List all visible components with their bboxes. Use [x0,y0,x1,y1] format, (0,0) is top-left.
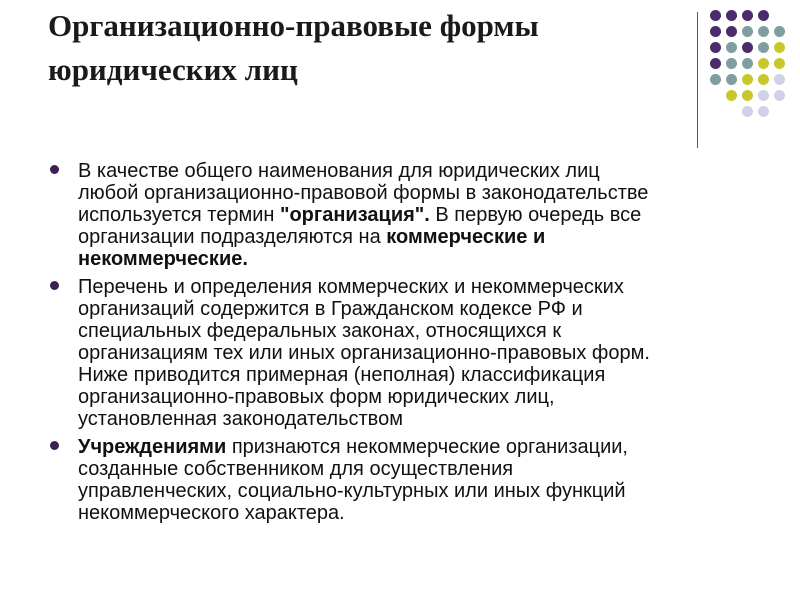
dot [758,74,769,85]
dot [726,26,737,37]
dot [758,42,769,53]
text-line: Перечень и определения коммерческих и некоммерческих [78,276,624,298]
bullet-item [48,160,748,270]
bullet-list [48,160,748,530]
text-line [78,226,748,248]
dot [774,90,785,101]
dot [726,42,737,53]
text-line: некоммерческого характера. [78,502,345,524]
dot [742,42,753,53]
title-line-1: Организационно-правовые формы [48,8,539,43]
bullet-item [48,436,748,524]
decorative-dot-grid [708,10,778,130]
dot [710,42,721,53]
dot [774,58,785,69]
bullet-marker [50,281,59,290]
dot [710,58,721,69]
dot [758,106,769,117]
slide-title [48,0,668,92]
dot [742,90,753,101]
text-line: любой организационно-правовой формы в законодательстве [78,182,649,204]
text-line: управленческих, социально-культурных или иных функций [78,480,626,502]
dot [758,26,769,37]
bold-term: коммерческие и [386,226,546,248]
dot [710,26,721,37]
text-run: используется термин [78,204,280,226]
text-line: В качестве общего наименования для юридических лиц [78,160,600,182]
text-line: организационно-правовых форм юридических лиц, [78,386,555,408]
dot [774,42,785,53]
bullet-marker [50,441,59,450]
text-line: Ниже приводится примерная (неполная) классификация [78,364,606,386]
text-run: признаются некоммерческие организации, [226,436,628,458]
bullet-marker [50,165,59,174]
bold-term: некоммерческие. [78,248,248,270]
text-run: организации подразделяются на [78,226,387,248]
text-line: специальных федеральных законах, относящихся к [78,320,562,342]
text-line: установленная законодательством [78,408,403,430]
dot [774,26,785,37]
dot [710,74,721,85]
text-line [78,436,748,458]
dot [742,106,753,117]
text-line: организаций содержится в Гражданском кодексе РФ и [78,298,583,320]
title-line-2: юридических лиц [48,52,298,87]
text-line [78,204,748,226]
dot [742,10,753,21]
bold-term: Учреждениями [78,436,227,458]
dot [742,74,753,85]
dot [758,58,769,69]
bold-term: "организация". [279,204,430,226]
decorative-divider [697,12,698,148]
text-line: организациям тех или иных организационно-правовых форм. [78,342,650,364]
text-line: созданные собственником для осуществления [78,458,514,480]
dot [726,90,737,101]
bullet-item [48,276,748,430]
dot [774,74,785,85]
dot [710,10,721,21]
text-run: В первую очередь все [429,204,642,226]
dot [758,90,769,101]
dot [742,26,753,37]
dot [726,74,737,85]
dot [742,58,753,69]
dot [726,58,737,69]
dot [726,10,737,21]
dot [758,10,769,21]
text-line [78,248,748,270]
